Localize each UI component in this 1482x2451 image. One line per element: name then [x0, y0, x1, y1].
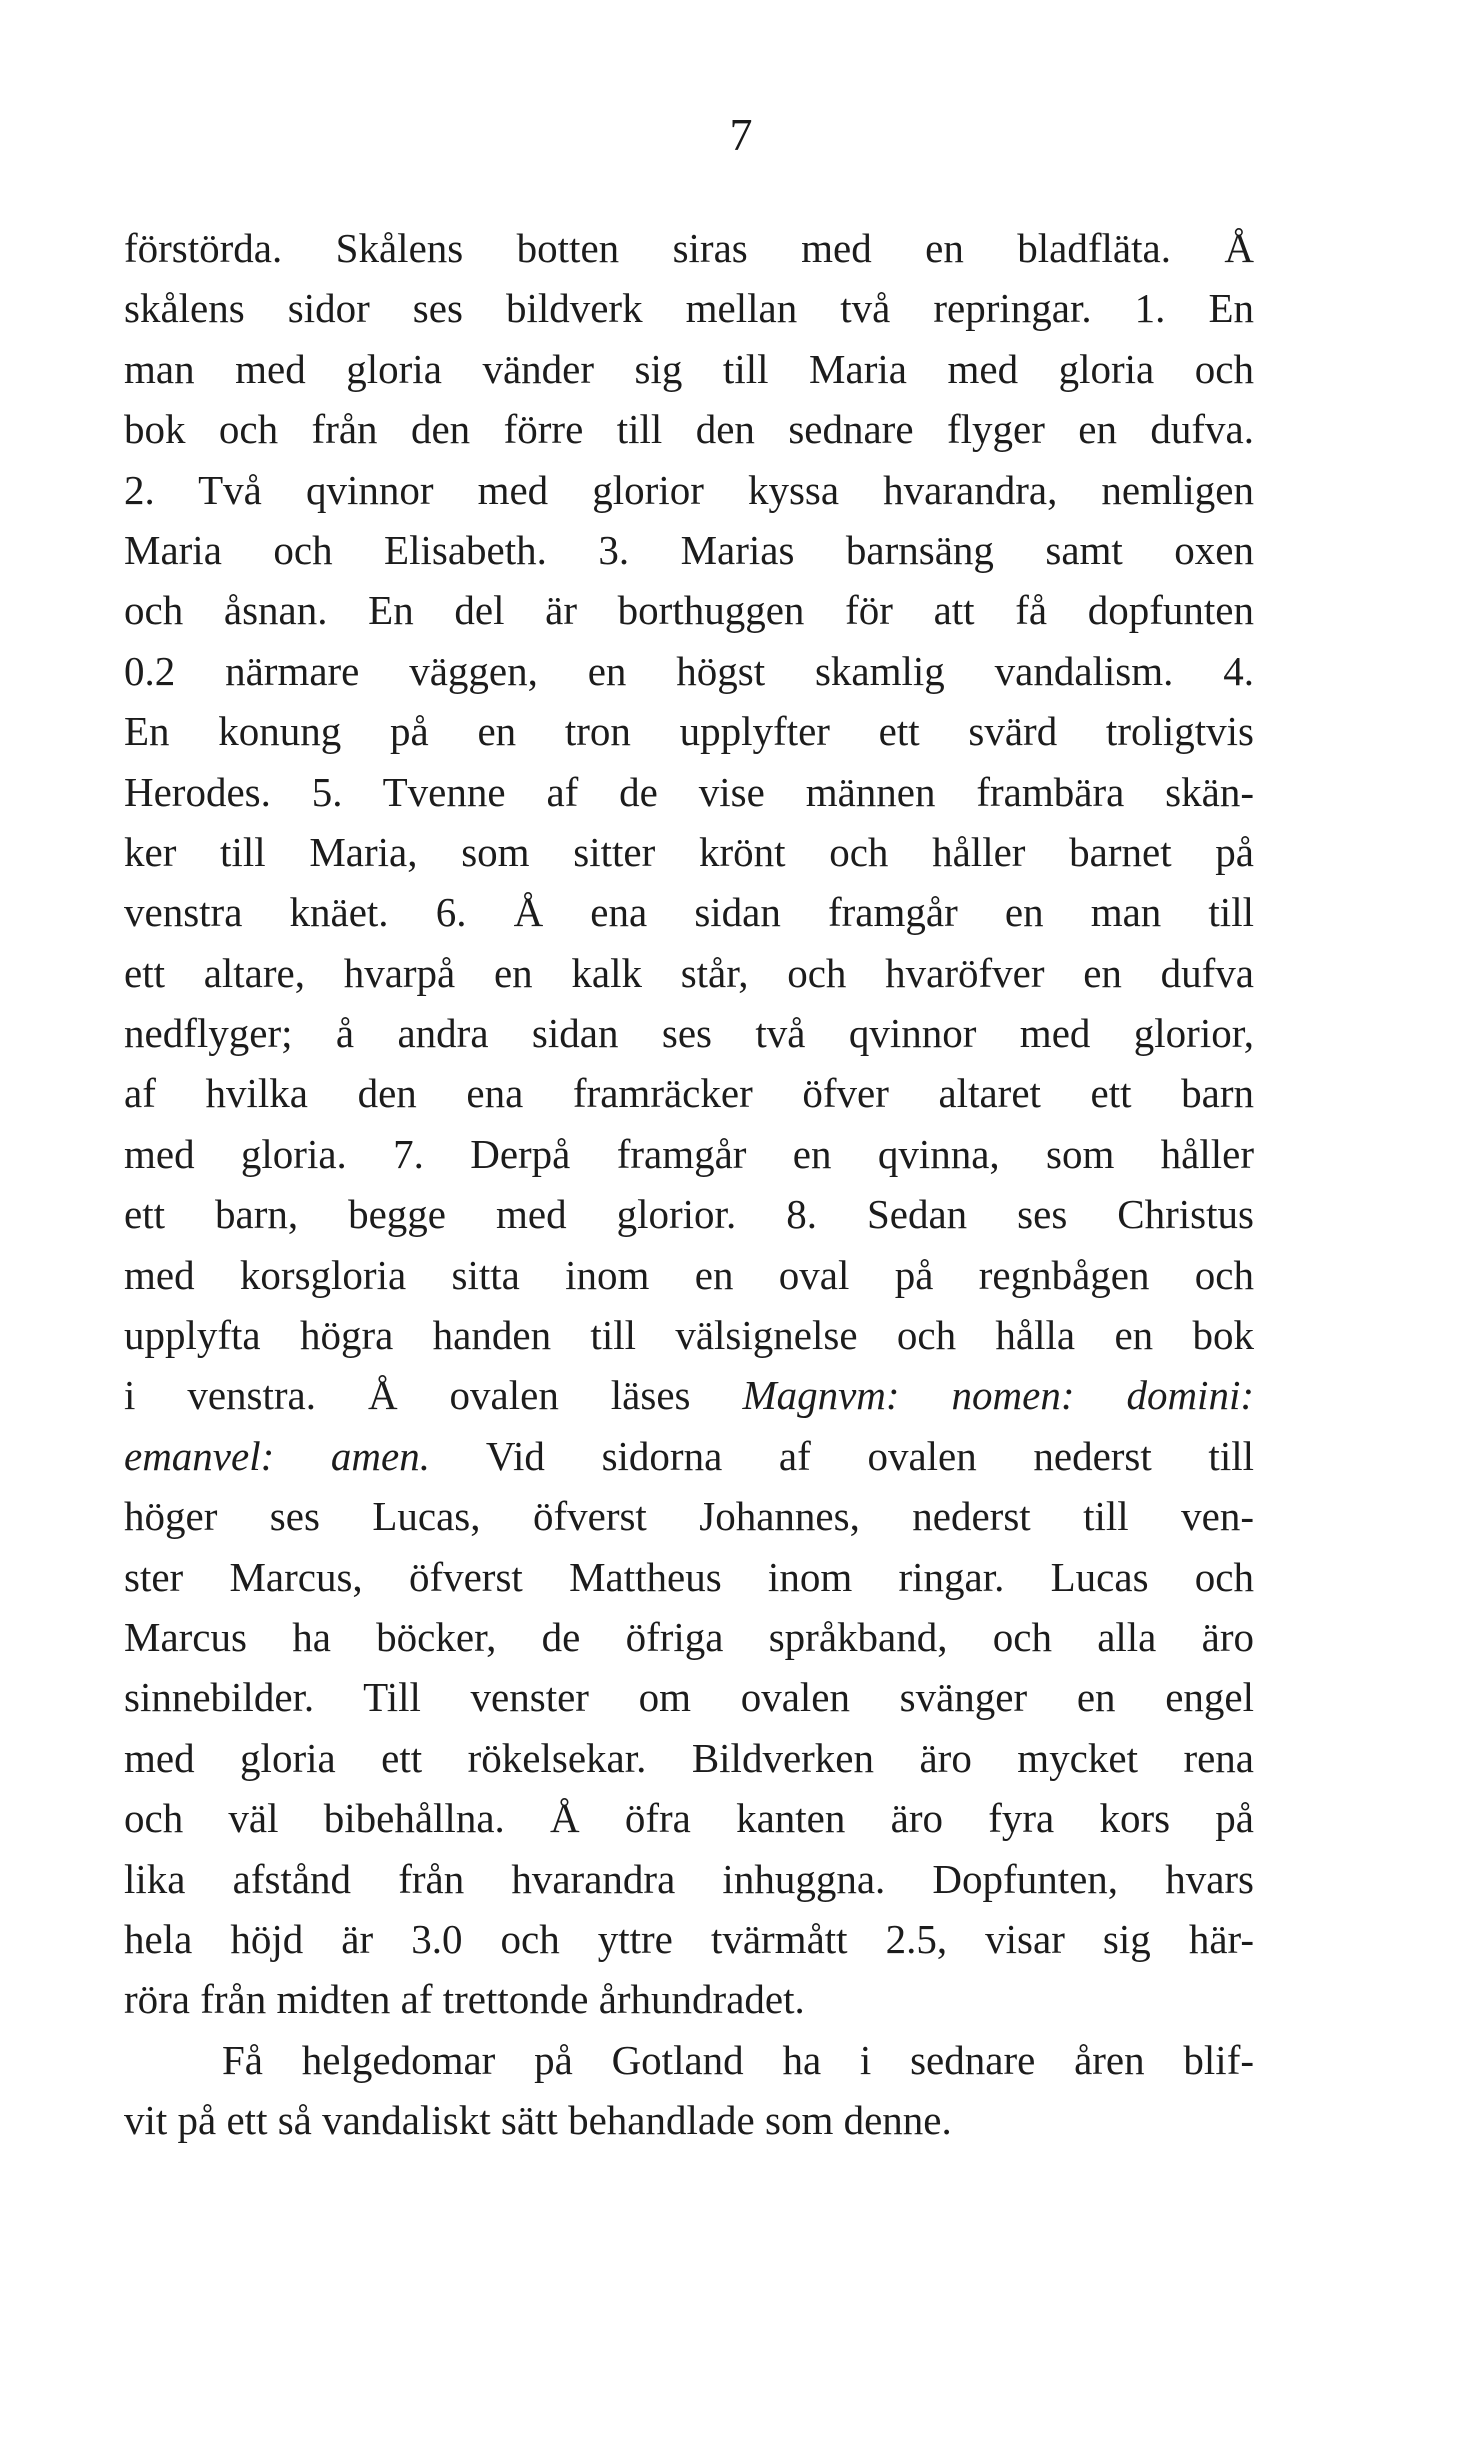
text-line: förstörda. Skålens botten siras med en bladfläta. Å [124, 225, 1254, 271]
text-line-paragraph-end: röra från midten af trettonde århundradet. [124, 1976, 805, 2023]
text-line: nedflyger; å andra sidan ses två qvinnor med glorior, [124, 1010, 1254, 1057]
text-line: bok och från den förre till den sednare flyger en dufva. [124, 406, 1254, 453]
text-line: hela höjd är 3.0 och yttre tvärmått 2.5, visar sig här- [124, 1915, 1254, 1962]
text-line: med gloria. 7. Derpå framgår en qvinna, som håller [124, 1130, 1254, 1177]
text-segment: Vid sidorna af ovalen nederst till [429, 1432, 1254, 1479]
body-text [124, 218, 1254, 2151]
text-line: Maria och Elisabeth. 3. Marias barnsäng samt oxen [124, 526, 1254, 573]
page-number: 7 [729, 109, 753, 160]
text-line: En konung på en tron upplyfter ett svärd troligtvis [124, 708, 1254, 755]
text-line: 0.2 närmare väggen, en högst skamlig vandalism. 4. [124, 647, 1254, 694]
text-line: 2. Två qvinnor med glorior kyssa hvarandra, nemligen [124, 466, 1254, 513]
text-line: och väl bibehållna. Å öfra kanten äro fyra kors på [124, 1795, 1254, 1842]
text-segment: i venstra. Å ovalen läses [124, 1372, 743, 1419]
text-line: man med gloria vänder sig till Maria med gloria och [124, 345, 1254, 392]
text-line: sinnebilder. Till venster om ovalen svänger en engel [124, 1674, 1254, 1721]
text-line: ker till Maria, som sitter krönt och håller barnet på [124, 828, 1254, 875]
text-line: lika afstånd från hvarandra inhuggna. Dopfunten, hvars [124, 1855, 1254, 1902]
inscription-italic: emanvel: amen. [124, 1432, 430, 1479]
text-line: Marcus ha böcker, de öfriga språkband, och alla äro [124, 1613, 1254, 1660]
text-line: höger ses Lucas, öfverst Johannes, nederst till ven- [124, 1493, 1254, 1540]
text-line-inscription-end [124, 1426, 1254, 1486]
text-line: med korsgloria sitta inom en oval på regnbågen och [124, 1251, 1254, 1298]
inscription-italic: Magnvm: nomen: domini: [742, 1372, 1254, 1419]
text-line: ster Marcus, öfverst Mattheus inom ringar. Lucas och [124, 1553, 1254, 1600]
text-line: ett barn, begge med glorior. 8. Sedan ses Christus [124, 1191, 1254, 1238]
text-line-paragraph-end: vit på ett så vandaliskt sätt behandlade som denne. [124, 2097, 952, 2144]
text-line: upplyfta högra handen till välsignelse och hålla en bok [124, 1312, 1254, 1359]
text-line: ett altare, hvarpå en kalk står, och hvaröfver en dufva [124, 949, 1254, 996]
text-line: skålens sidor ses bildverk mellan två repringar. 1. En [124, 285, 1254, 332]
text-line: venstra knäet. 6. Å ena sidan framgår en man till [124, 889, 1254, 936]
text-line: Herodes. 5. Tvenne af de vise männen frambära skän- [124, 768, 1254, 815]
text-line-inscription [124, 1365, 1254, 1425]
text-line: och åsnan. En del är borthuggen för att få dopfunten [124, 587, 1254, 634]
text-line: med gloria ett rökelsekar. Bildverken äro mycket rena [124, 1734, 1254, 1781]
text-line: af hvilka den ena framräcker öfver altaret ett barn [124, 1070, 1254, 1117]
text-line-paragraph-start: Få helgedomar på Gotland ha i sednare åren blif- [222, 2036, 1254, 2083]
